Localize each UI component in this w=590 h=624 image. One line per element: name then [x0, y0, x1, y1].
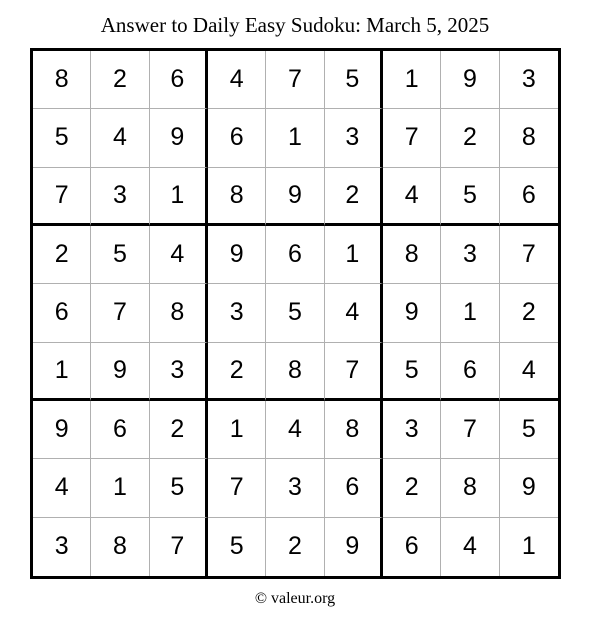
- sudoku-cell-r2c7: 7: [383, 109, 441, 167]
- sudoku-cell-r9c4: 5: [208, 518, 266, 576]
- sudoku-cell-r9c7: 6: [383, 518, 441, 576]
- sudoku-cell-r7c4: 1: [208, 401, 266, 459]
- sudoku-cell-r1c8: 9: [441, 51, 499, 109]
- sudoku-cell-r7c3: 2: [150, 401, 208, 459]
- sudoku-cell-r2c3: 9: [150, 109, 208, 167]
- sudoku-cell-r7c6: 8: [325, 401, 383, 459]
- sudoku-cell-r2c8: 2: [441, 109, 499, 167]
- sudoku-cell-r9c3: 7: [150, 518, 208, 576]
- sudoku-cell-r7c9: 5: [500, 401, 558, 459]
- sudoku-cell-r6c5: 8: [266, 343, 324, 401]
- sudoku-cell-r6c9: 4: [500, 343, 558, 401]
- sudoku-cell-r9c6: 9: [325, 518, 383, 576]
- sudoku-cell-r5c5: 5: [266, 284, 324, 342]
- sudoku-cell-r7c8: 7: [441, 401, 499, 459]
- sudoku-cell-r5c8: 1: [441, 284, 499, 342]
- sudoku-board: [30, 48, 561, 579]
- sudoku-cell-r5c4: 3: [208, 284, 266, 342]
- sudoku-cell-r3c1: 7: [33, 168, 91, 226]
- sudoku-cell-r6c4: 2: [208, 343, 266, 401]
- sudoku-cell-r6c7: 5: [383, 343, 441, 401]
- sudoku-cell-r4c4: 9: [208, 226, 266, 284]
- sudoku-cell-r2c5: 1: [266, 109, 324, 167]
- sudoku-cell-r8c4: 7: [208, 459, 266, 517]
- sudoku-cell-r1c9: 3: [500, 51, 558, 109]
- sudoku-cell-r4c2: 5: [91, 226, 149, 284]
- sudoku-cell-r4c7: 8: [383, 226, 441, 284]
- sudoku-cell-r9c9: 1: [521, 532, 536, 561]
- sudoku-cell-r7c7: 3: [383, 401, 441, 459]
- sudoku-cell-r4c1: 2: [33, 226, 91, 284]
- page-title: Answer to Daily Easy Sudoku: March 5, 2025: [100, 13, 490, 37]
- sudoku-cell-r3c2: 3: [91, 168, 149, 226]
- sudoku-cell-r3c5: 9: [266, 168, 324, 226]
- sudoku-cell-r5c3: 8: [150, 284, 208, 342]
- sudoku-cell-r8c5: 3: [266, 459, 324, 517]
- sudoku-cell-r6c6: 7: [325, 343, 383, 401]
- sudoku-cell-r6c8: 6: [441, 343, 499, 401]
- sudoku-cell-r9c8: 4: [441, 518, 499, 576]
- sudoku-cell-r3c4: 8: [208, 168, 266, 226]
- sudoku-cell-r4c9: 7: [500, 226, 558, 284]
- sudoku-cell-r4c5: 6: [266, 226, 324, 284]
- sudoku-cell-r1c7: 1: [383, 51, 441, 109]
- sudoku-cell-r3c7: 4: [383, 168, 441, 226]
- sudoku-cell-r2c9: 8: [500, 109, 558, 167]
- sudoku-cell-r9c2: 8: [91, 518, 149, 576]
- sudoku-cell-r6c3: 3: [150, 343, 208, 401]
- sudoku-cell-r4c6: 1: [325, 226, 383, 284]
- sudoku-cell-r3c9: 6: [500, 168, 558, 226]
- sudoku-cell-r8c3: 5: [150, 459, 208, 517]
- sudoku-cell-r7c5: 4: [266, 401, 324, 459]
- sudoku-cell-r9c5: 2: [266, 518, 324, 576]
- sudoku-cell-r8c2: 1: [91, 459, 149, 517]
- sudoku-cell-r6c2: 9: [91, 343, 149, 401]
- sudoku-cell-r2c1: 5: [33, 109, 91, 167]
- sudoku-cell-r6c1: 1: [33, 343, 91, 401]
- sudoku-cell-r1c3: 6: [150, 51, 208, 109]
- sudoku-cell-r8c7: 2: [383, 459, 441, 517]
- copyright-footer: © valeur.org: [254, 590, 336, 607]
- sudoku-cell-r2c6: 3: [325, 109, 383, 167]
- sudoku-cell-r1c6: 5: [325, 51, 383, 109]
- sudoku-cell-r1c1: 8: [33, 51, 91, 109]
- sudoku-cell-r9c1: 3: [33, 518, 91, 576]
- sudoku-cell-r5c6: 4: [325, 284, 383, 342]
- sudoku-cell-r5c1: 6: [33, 284, 91, 342]
- sudoku-cell-r4c3: 4: [150, 226, 208, 284]
- sudoku-cell-r5c7: 9: [383, 284, 441, 342]
- sudoku-cell-r3c6: 2: [325, 168, 383, 226]
- sudoku-cell-r5c9: 2: [500, 284, 558, 342]
- sudoku-cell-r2c4: 6: [208, 109, 266, 167]
- sudoku-cell-r7c2: 6: [91, 401, 149, 459]
- sudoku-cell-r3c8: 5: [441, 168, 499, 226]
- sudoku-cell-r2c2: 4: [91, 109, 149, 167]
- sudoku-cell-r1c2: 2: [91, 51, 149, 109]
- sudoku-cell-r7c1: 9: [33, 401, 91, 459]
- sudoku-cell-r1c4: 4: [208, 51, 266, 109]
- sudoku-cell-r8c9: 9: [500, 459, 558, 517]
- sudoku-cell-r1c5: 7: [266, 51, 324, 109]
- sudoku-cell-r8c1: 4: [33, 459, 91, 517]
- sudoku-cell-r5c2: 7: [91, 284, 149, 342]
- sudoku-cell-r8c8: 8: [441, 459, 499, 517]
- sudoku-cell-r8c6: 6: [325, 459, 383, 517]
- sudoku-cell-r4c8: 3: [441, 226, 499, 284]
- sudoku-cell-r3c3: 1: [150, 168, 208, 226]
